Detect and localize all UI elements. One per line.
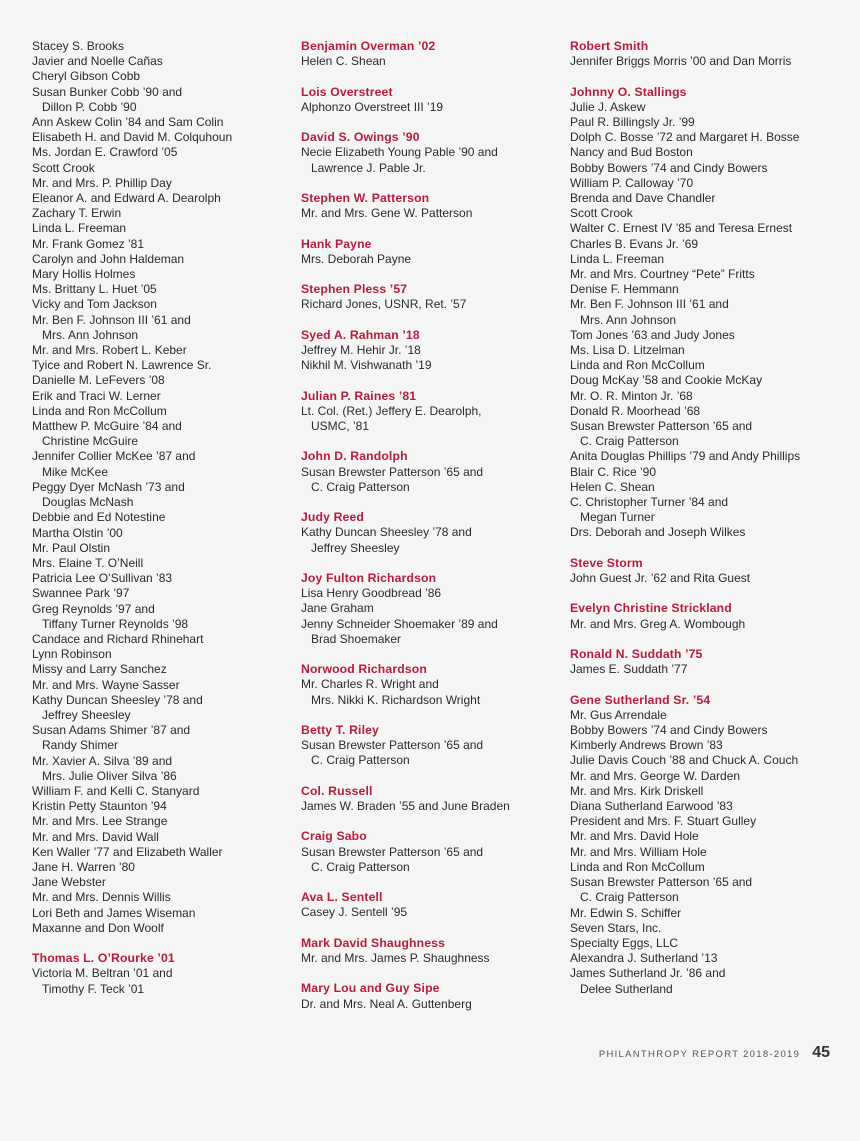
donor-line: Jeffrey M. Hehir Jr. ’18 [301,342,421,357]
donor-line: Tiffany Turner Reynolds ’98 [42,616,189,631]
honoree-section [301,389,551,435]
donor-line: Julie Davis Couch ’88 and Chuck A. Couch [570,753,799,768]
donor-line: Lawrence J. Pable Jr. [311,160,426,175]
honoree-name: Ava L. Sentell [301,890,383,905]
honoree-section [301,723,551,769]
honoree-section [301,571,551,647]
donor-line: Diana Sutherland Earwood ’83 [570,799,733,814]
donor-line: Patricia Lee O’Sullivan ’83 [32,571,173,586]
donor-line: Susan Brewster Patterson ’65 and [301,844,484,859]
donor-line: Mr. Xavier A. Silva ’89 and [32,753,173,768]
donor-line: C. Craig Patterson [580,434,679,449]
donor-line: Bobby Bowers ’74 and Cindy Bowers [570,723,768,738]
donor-line: Paul R. Billingsly Jr. ’99 [570,115,695,129]
honoree-name: Stephen Pless ’57 [301,282,408,297]
honoree-section [570,693,850,997]
honoree-name: Joy Fulton Richardson [301,570,437,585]
honoree-section [570,85,850,541]
donor-line: Ken Waller ’77 and Elizabeth Waller [32,844,223,859]
donor-line: Mr. and Mrs. David Wall [32,829,159,844]
donor-line: C. Christopher Turner ’84 and [570,495,729,510]
honoree-section [301,328,551,374]
donor-line: Carolyn and John Haldeman [32,251,185,266]
donor-line: Brad Shoemaker [311,631,402,646]
donor-line: Mr. and Mrs. Robert L. Keber [32,343,187,358]
honoree-name: Hank Payne [301,236,372,251]
honoree-section [301,510,551,556]
donor-line: Danielle M. LeFevers ’08 [32,373,165,388]
honoree-section [301,662,551,708]
report-title: PHILANTHROPY REPORT 2018-2019 [598,1049,801,1060]
honoree-section [301,936,551,966]
donor-line: Mr. Ben F. Johnson III ’61 and [32,312,191,327]
honoree-section [301,39,551,69]
column-1 [32,39,282,997]
donor-line: Linda L. Freeman [570,251,665,266]
donor-line: Christine McGuire [42,434,139,449]
honoree-name: Robert Smith [570,39,649,53]
donor-line: Helen C. Shean [301,54,386,69]
donor-line: Mr. Edwin S. Schiffer [570,905,682,920]
honoree-name: Evelyn Christine Strickland [570,601,732,616]
donor-line: Susan Brewster Patterson ’65 and [570,419,753,434]
donor-line: Mr. O. R. Minton Jr. ’68 [570,388,693,403]
donor-line: Mr. Paul Olstin [32,540,111,555]
donor-line: Susan Adams Shimer ’87 and [32,723,191,738]
honoree-section [570,556,850,586]
donor-line: Douglas McNash [42,495,134,510]
honoree-section [301,282,551,312]
donor-line: Anita Douglas Phillips ’79 and Andy Phillips [570,449,801,464]
donor-line: William P. Calloway ’70 [570,175,694,190]
donor-line: Scott Crook [570,206,633,221]
donor-line: Specialty Eggs, LLC [570,935,679,950]
donor-line: Jeffrey Sheesley [311,540,400,555]
donor-line: Linda and Ron McCollum [570,859,705,874]
donor-line: Mr. and Mrs. Greg A. Wombough [570,616,746,631]
honoree-name: Thomas L. O’Rourke ’01 [32,951,175,966]
donor-line: Mrs. Elaine T. O’Neill [32,555,144,570]
donor-line: Swannee Park ’97 [32,586,130,601]
donor-line: Megan Turner [580,510,655,525]
honoree-section [301,237,551,267]
honoree-section [301,829,551,875]
donor-line: Mr. and Mrs. Lee Strange [32,814,168,829]
donor-line: Martha Olstin ’00 [32,525,123,540]
donor-line: Susan Brewster Patterson ’65 and [301,738,484,753]
honoree-name: Julian P. Raines ’81 [301,388,417,403]
donor-line: Vicky and Tom Jackson [32,297,157,312]
donor-line: Mr. and Mrs. Courtney “Pete” Fritts [570,267,755,282]
donor-line: Dolph C. Bosse ’72 and Margaret H. Bosse [570,130,800,145]
donor-line: Erik and Traci W. Lerner [32,388,161,403]
donor-line: Ms. Lisa D. Litzelman [570,343,685,358]
donor-line: Jennifer Briggs Morris ’00 and Dan Morris [570,54,792,69]
donor-line: Cheryl Gibson Cobb [32,69,141,84]
donor-line: Drs. Deborah and Joseph Wilkes [570,525,746,540]
honoree-name: Mary Lou and Guy Sipe [301,981,440,996]
donor-line: Jane Graham [301,601,374,616]
donor-line: Javier and Noelle Cañas [32,54,163,69]
donor-line: Tyice and Robert N. Lawrence Sr. [32,358,212,373]
donor-line: Scott Crook [32,160,95,175]
donor-line: Timothy F. Teck ’01 [42,981,145,996]
honoree-name: Mark David Shaughness [301,935,446,950]
donor-line: Mike McKee [42,464,109,479]
honoree-section [570,647,850,677]
donor-line: Walter C. Ernest IV ’85 and Teresa Ernest [570,221,793,236]
donor-line: Lisa Henry Goodbread ’86 [301,586,442,601]
donor-line: Jeffrey Sheesley [42,707,131,722]
donor-line: Jane Webster [32,875,106,890]
honoree-section [32,39,282,936]
donor-line: Mr. and Mrs. Wayne Sasser [32,677,180,692]
donor-line: Mr. and Mrs. David Hole [570,829,699,844]
donor-line: Mr. and Mrs. Kirk Driskell [570,783,704,798]
honoree-section [301,890,551,920]
donor-line: Blair C. Rice ’90 [570,464,657,479]
donor-line: Mr. and Mrs. George W. Darden [570,768,741,783]
donor-line: Mrs. Ann Johnson [580,312,677,327]
honoree-section [301,784,551,814]
honoree-section [570,39,850,69]
page-number: 45 [812,1044,830,1061]
donor-line: Victoria M. Beltran ’01 and [32,966,173,981]
donor-line: James E. Suddath ’77 [570,662,688,677]
donor-line: Susan Brewster Patterson ’65 and [301,464,484,479]
donor-line: Mr. and Mrs. James P. Shaughness [301,950,490,965]
donor-line: Matthew P. McGuire ’84 and [32,419,182,434]
donor-line: Mr. Charles R. Wright and [301,677,439,692]
donor-line: Linda and Ron McCollum [32,403,167,418]
donor-line: Kathy Duncan Sheesley ’78 and [301,525,472,540]
donor-line: Nancy and Bud Boston [570,145,693,160]
donor-line: Ann Askew Colin ’84 and Sam Colin [32,115,224,130]
honoree-name: Craig Sabo [301,829,367,844]
honoree-section [570,601,850,631]
donor-line: Tom Jones ’63 and Judy Jones [570,327,735,342]
honoree-name: Ronald N. Suddath ’75 [570,647,703,662]
column-2 [301,39,551,1012]
honoree-name: Benjamin Overman ’02 [301,39,436,53]
donor-line: Maxanne and Don Woolf [32,920,164,935]
donor-line: Candace and Richard Rhinehart [32,631,204,646]
donor-line: Mr. Gus Arrendale [570,707,667,722]
donor-line: Dr. and Mrs. Neal A. Guttenberg [301,996,472,1011]
donor-line: Zachary T. Erwin [32,206,122,221]
donor-line: Nikhil M. Vishwanath ’19 [301,358,432,373]
honoree-name: Norwood Richardson [301,662,427,677]
column-3 [570,39,850,997]
honoree-name: Steve Storm [570,555,643,570]
donor-line: C. Craig Patterson [580,890,679,905]
donor-line: Susan Brewster Patterson ’65 and [570,875,753,890]
donor-line: James Sutherland Jr. ’86 and [570,966,726,981]
honoree-name: John D. Randolph [301,449,408,464]
donor-line: Mrs. Deborah Payne [301,251,412,266]
donor-line: C. Craig Patterson [311,479,410,494]
donor-line: Bobby Bowers ’74 and Cindy Bowers [570,160,768,175]
donor-line: Jane H. Warren ’80 [32,859,135,874]
donor-line: Susan Bunker Cobb ’90 and [32,84,183,99]
donor-line: Kristin Petty Staunton ’94 [32,799,167,814]
donor-line: Lt. Col. (Ret.) Jeffery E. Dearolph, [301,403,482,418]
donor-line: Eleanor A. and Edward A. Dearolph [32,191,221,206]
donor-line: Debbie and Ed Notestine [32,510,166,525]
donor-line: Casey J. Sentell ’95 [301,905,408,920]
donor-line: Mr. and Mrs. William Hole [570,844,707,859]
donor-line: Randy Shimer [42,738,119,753]
donor-line: USMC, ’81 [311,418,370,433]
honoree-name: Gene Sutherland Sr. ’54 [570,692,711,707]
donor-line: Mrs. Julie Oliver Silva ’86 [42,768,177,783]
donor-line: Mr. and Mrs. Dennis Willis [32,890,171,905]
donor-line: Julie J. Askew [570,99,646,114]
donor-line: James W. Braden ’55 and June Braden [301,798,510,813]
donor-line: Mr. Ben F. Johnson III ’61 and [570,297,729,312]
donor-line: William F. and Kelli C. Stanyard [32,783,200,798]
donor-line: Helen C. Shean [570,479,655,494]
donor-line: Mrs. Ann Johnson [42,327,139,342]
donor-line: Kathy Duncan Sheesley ’78 and [32,692,203,707]
donor-line: C. Craig Patterson [311,753,410,768]
honoree-section [301,85,551,115]
donor-line: Brenda and Dave Chandler [570,191,716,206]
honoree-name: David S. Owings ’90 [301,130,420,145]
donor-line: Mr. Frank Gomez ’81 [32,236,145,251]
donor-line: Elisabeth H. and David M. Colquhoun [32,130,233,145]
donor-line: Lori Beth and James Wiseman [32,905,196,920]
donor-line: Denise F. Hemmann [570,282,679,297]
donor-line: Jenny Schneider Shoemaker ’89 and [301,616,498,631]
donor-line: Lynn Robinson [32,647,112,662]
honoree-name: Col. Russell [301,783,373,798]
donor-line: Mr. and Mrs. P. Phillip Day [32,175,172,190]
honoree-section [301,130,551,176]
donor-line: Charles B. Evans Jr. ’69 [570,236,699,251]
donor-line: Doug McKay ’58 and Cookie McKay [570,373,763,388]
honoree-name: Judy Reed [301,510,364,525]
donor-line: Ms. Brittany L. Huet ’05 [32,282,157,297]
donor-line: Dillon P. Cobb ’90 [42,99,137,114]
donor-line: Alphonzo Overstreet III ’19 [301,99,444,114]
honoree-section [301,981,551,1011]
honoree-name: Stephen W. Patterson [301,190,430,205]
honoree-name: Lois Overstreet [301,84,393,99]
page-footer [599,1044,830,1062]
donor-line: Alexandra J. Sutherland ’13 [570,951,718,966]
donor-line: Delee Sutherland [580,981,673,996]
donor-line: Seven Stars, Inc. [570,920,662,935]
honoree-name: Johnny O. Stallings [570,84,687,99]
donor-line: Donald R. Moorhead ’68 [570,403,701,418]
donor-line: Missy and Larry Sanchez [32,662,167,677]
donor-line: John Guest Jr. ’62 and Rita Guest [570,571,751,586]
donor-line: Stacey S. Brooks [32,39,125,53]
donor-line: Jennifer Collier McKee ’87 and [32,449,196,464]
donor-line: Peggy Dyer McNash ’73 and [32,479,185,494]
donor-line: Greg Reynolds ’97 and [32,601,155,616]
honoree-section [32,951,282,997]
honoree-name: Betty T. Riley [301,722,379,737]
donor-line: Linda L. Freeman [32,221,127,236]
honoree-name: Syed A. Rahman ’18 [301,327,420,342]
donor-line: Richard Jones, USNR, Ret. ’57 [301,297,467,312]
donor-line: Mary Hollis Holmes [32,267,136,282]
donor-line: Linda and Ron McCollum [570,358,705,373]
donor-line: Mr. and Mrs. Gene W. Patterson [301,206,473,221]
donor-line: Kimberly Andrews Brown ’83 [570,738,723,753]
donor-line: Necie Elizabeth Young Pable ’90 and [301,145,498,160]
honoree-section [301,191,551,221]
donor-line: C. Craig Patterson [311,859,410,874]
honoree-section [301,449,551,495]
donor-line: President and Mrs. F. Stuart Gulley [570,814,757,829]
donor-line: Mrs. Nikki K. Richardson Wright [311,692,481,707]
donor-line: Ms. Jordan E. Crawford ’05 [32,145,178,160]
